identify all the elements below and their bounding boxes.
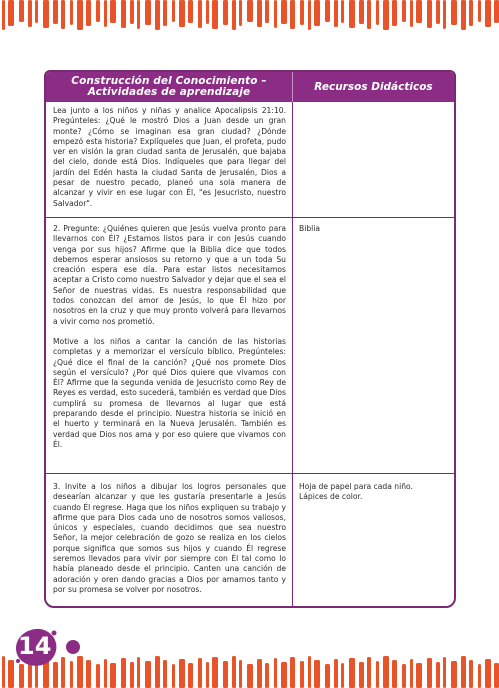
stripe (70, 661, 73, 688)
stripe (308, 0, 311, 30)
stripe (392, 0, 397, 26)
stripe (2, 0, 5, 30)
stripe (239, 660, 242, 688)
page-number: 14 (18, 632, 52, 660)
stripe (61, 0, 65, 29)
bottom-border-stripes (0, 648, 499, 688)
stripe (367, 657, 371, 688)
stripe (70, 0, 73, 25)
row-1-text: Lea junto a los niños y niñas y analice Apocalipsis 21:10. Pregúnteles: ¿Qué le mostró Dios a Juan desde un gran monte? ¿Cómo se imaginan esa gran ciudad? ¿Dónde empezó esta historia? Explíqueles que Juan, el profeta, pudo ver en visión la gran ciudad santa de Jerusalén, que bajaba del cielo, donde está Dios. Indíqueles que para llegar del jardín del Edén hasta la ciudad Santa de Jerusalén, Dios a pesar de nuestro pecado, planeó una sola manera de alcanzar y vivir en ese lugar con Él, "es Jesucristo, nuestro Salvador". (53, 106, 286, 208)
stripe (206, 662, 209, 688)
stripe (121, 658, 126, 688)
stripe (179, 659, 185, 688)
stripe (494, 0, 499, 23)
stripe (461, 656, 466, 688)
stripe (436, 0, 440, 24)
stripe (188, 663, 193, 688)
stripe (478, 0, 481, 22)
stripe (334, 659, 338, 688)
stripe (349, 658, 355, 688)
table-header (46, 72, 454, 102)
stripe (383, 656, 389, 688)
stripe (443, 657, 446, 688)
row-3-activity (53, 482, 286, 595)
stripe (61, 657, 65, 688)
row-3-text: 3. Invite a los niños a dibujar los logros personales que desearían alcanzar y que les gustaría presentarle a Jesús cuando Él regrese. Haga que los niños expliquen su trabajo y afirme que para Dios cada uno de nosotros somos valiosos, únicos y especiales, cuando decidimos que sea nuestro Señor, la mejor celebración de gozo se realiza en los cielos porque significa que somos sus hijos y cuando Él regrese seremos llevados para vivir por siempre con Él tal como lo había planeado desde el principio. Canten una canción de adoración y oren dando gracias a Dios por amarnos tanto y por su promesa se volver por nosotros. (53, 482, 286, 594)
row-2-resource (299, 224, 449, 234)
stripe (314, 0, 320, 26)
row-3-resources (299, 482, 449, 503)
stripe (198, 658, 202, 688)
stripe (155, 656, 160, 688)
stripe (137, 657, 140, 688)
stripe (334, 0, 338, 27)
row-2-text-2: Motive a los niños a cantar la canción de las historias completas y a memorizar el versículo bíblico. Pregúnteles: ¿Qué dice el final de la canción? ¿Qué nos promete Dios según el versículo? ¿Por qué Dios quiere que vivamos con Él? Afirme que la segunda venida de Jesucristo como Rey de Reyes es verdad, esto sucederá, también es verdad que Dios cumplirá su promesa de llevarnos al lugar que está preparando desde el principio. Nuestra historia se inició en el huerto y terminará en la Nueva Jerusalén. También es verdad que Dios nos ama y por eso quiere que vivamos con Él. (53, 336, 286, 449)
stripe (155, 0, 160, 30)
stripe (485, 659, 491, 688)
stripe (367, 0, 371, 29)
stripe (410, 0, 413, 27)
stripe (274, 0, 277, 28)
stripe (402, 0, 406, 22)
stripe (416, 663, 422, 688)
stripe (53, 0, 58, 24)
stripe (110, 663, 116, 688)
column-divider (292, 102, 293, 606)
stripe (341, 0, 344, 23)
stripe (239, 0, 242, 26)
stripe (223, 0, 228, 25)
stripe (163, 0, 167, 26)
stripe (325, 0, 330, 22)
header-construccion (46, 72, 292, 102)
stripe (265, 0, 269, 23)
stripe (427, 658, 432, 688)
stripe (416, 0, 422, 23)
stripe (28, 0, 32, 27)
stripe (198, 0, 202, 28)
stripe (86, 660, 91, 688)
stripe (410, 659, 413, 688)
stripe (402, 664, 406, 688)
stripe (359, 662, 364, 688)
stripe (300, 661, 304, 688)
stripe (104, 0, 107, 27)
stripe (145, 661, 151, 688)
stripe (461, 0, 466, 30)
stripe (2, 656, 5, 688)
stripe (77, 0, 83, 30)
header-construccion-text: Construcción del Conocimiento – Actividades de aprendizaje (71, 75, 267, 98)
stripe (257, 0, 262, 27)
stripe (206, 0, 209, 24)
stripe (172, 664, 175, 688)
stripe (137, 0, 140, 29)
stripe (436, 662, 440, 688)
stripe (257, 659, 262, 688)
lesson-table (44, 70, 456, 608)
stripe (392, 660, 397, 688)
stripe (43, 0, 49, 28)
stripe (179, 0, 185, 27)
stripe (443, 0, 446, 29)
stripe (469, 0, 473, 26)
stripe (451, 661, 457, 688)
stripe (290, 0, 295, 29)
stripe (383, 0, 389, 30)
stripe (35, 0, 38, 23)
stripe (77, 656, 83, 688)
stripe (130, 662, 134, 688)
row-divider-1 (46, 217, 454, 218)
stripe (451, 0, 457, 25)
stripe (494, 663, 499, 688)
stripe (212, 0, 218, 29)
stripe (110, 0, 116, 23)
stripe (308, 656, 311, 688)
row-divider-2 (46, 473, 454, 474)
stripe (96, 0, 100, 22)
stripe (290, 657, 295, 688)
stripe (265, 663, 269, 688)
stripe (19, 664, 24, 688)
stripe (341, 663, 344, 688)
stripe (130, 0, 134, 24)
row-3-resource-2: Lápices de color. (299, 492, 363, 502)
stripe (86, 0, 91, 26)
stripe (104, 659, 107, 688)
stripe (96, 664, 100, 688)
stripe (223, 661, 228, 688)
stripe (247, 664, 253, 688)
stripe (325, 664, 330, 688)
stripe (427, 0, 432, 28)
stripe (314, 660, 320, 688)
stripe (145, 0, 151, 25)
stripe (376, 0, 379, 25)
row-2-activity (53, 224, 286, 450)
row-2-resource-text: Biblia (299, 224, 321, 233)
stripe (8, 0, 14, 26)
stripe (349, 0, 355, 28)
page-dot (66, 640, 80, 654)
stripe (469, 660, 473, 688)
stripe (121, 0, 126, 28)
stripe (247, 0, 253, 22)
stripe (300, 0, 304, 25)
stripe (485, 0, 491, 27)
stripe (359, 0, 364, 24)
stripe (163, 660, 167, 688)
stripe (172, 0, 175, 22)
stripe (212, 657, 218, 688)
stripe (478, 664, 481, 688)
row-1-activity (53, 106, 286, 209)
row-2-text-1: 2. Pregunte: ¿Quiénes quieren que Jesús vuelva pronto para llevarnos con Él? ¿Estamos listos para ir con Jesús cuando venga por sus hijos? Afirme que la Biblia dice que todos debemos esperar ansiosos su retorno y que a un toda Su creación espera ese día. Para estar listos necesitamos aceptar a Cristo como nuestro Salvador y dejar que el sea el Señor de nuestras vidas. Es nuestra responsabilidad que todos conozcan del amor de Jesús, lo que Él hizo por nosotros en la cruz y que muy pronto volverá para llevarnos a vivir como nos prometió. (53, 224, 286, 326)
stripe (232, 0, 236, 30)
stripe (188, 0, 193, 23)
header-recursos (293, 72, 454, 102)
stripe (376, 661, 379, 688)
stripe (19, 0, 24, 22)
stripe (281, 662, 287, 688)
row-3-resource-1: Hoja de papel para cada niño. (299, 482, 413, 491)
top-border-stripes (0, 0, 499, 40)
stripe (281, 0, 287, 24)
stripe (274, 658, 277, 688)
stripe (232, 656, 236, 688)
header-recursos-text: Recursos Didácticos (314, 81, 433, 93)
